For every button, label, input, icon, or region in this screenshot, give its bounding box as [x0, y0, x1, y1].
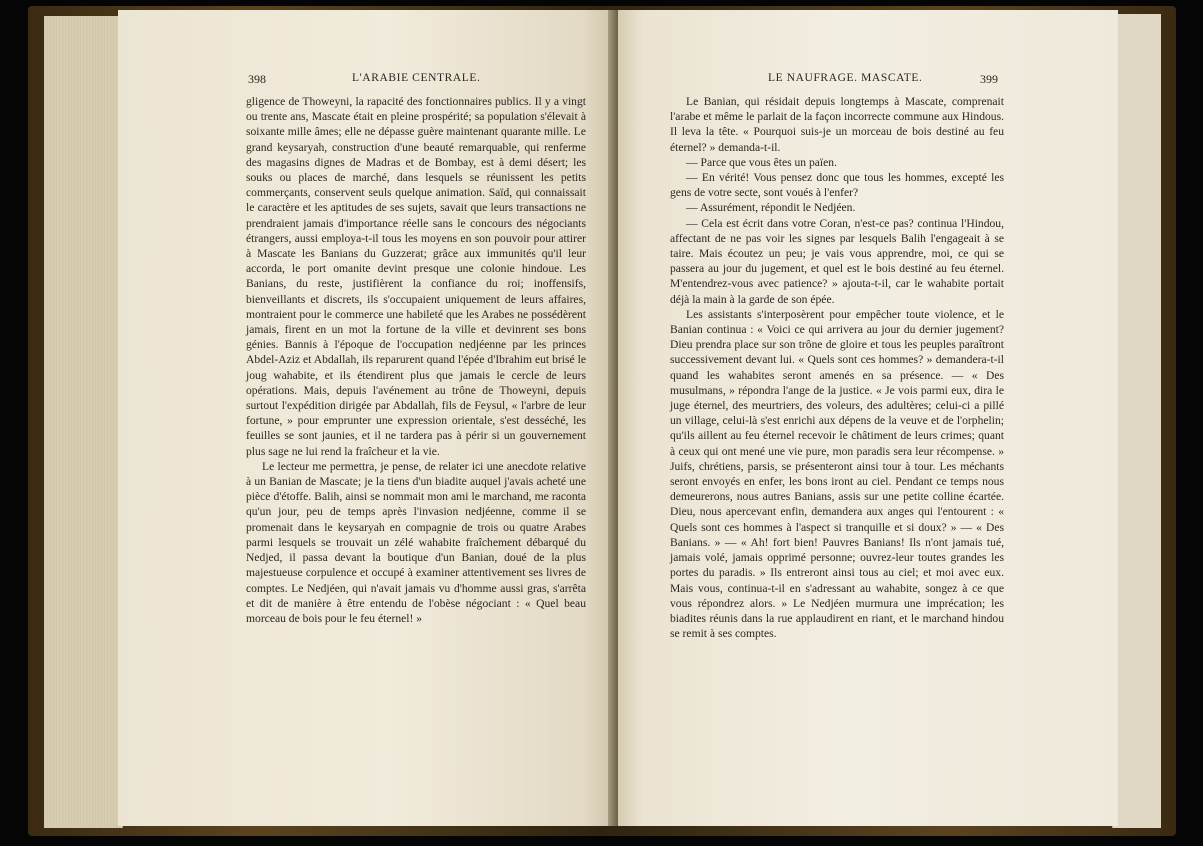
- paragraph: Le lecteur me permettra, je pense, de relater ici une anecdote relative à un Banian de Mascate; je la tiens d'un biadite auquel j'avais acheté une pièce d'étoffe. Balih, ainsi se nommait mon ami le marchand, me raconta qu'un jour, peu de temps après l'invasion nedjéenne, comme il se promenait dans le keysaryah en compagnie de trois ou quatre Arabes parmi lesquels se trouvait un zélé wahabite fraîchement débarqué du Nedjed, il passa devant la boutique d'un Banian, doué de la plus majestueuse corpulence et occupé à examiner attentivement ses livres de comptes. Le Nedjéen, qui n'avait jamais vu d'homme aussi gras, s'arrêta et dit de manière à être entendu de l'obèse négociant : « Quel beau morceau de bois pour le feu éternel! »: [246, 459, 586, 625]
- right-page-number: 399: [980, 72, 998, 86]
- left-page-text: [246, 94, 586, 626]
- left-running-head: L'ARABIE CENTRALE.: [352, 72, 481, 84]
- paragraph: Le Banian, qui résidait depuis longtemps à Mascate, comprenait l'arabe et même le parlait de la façon incorrecte commune aux Hindous. Il leva la tête. « Pourquoi suis-je un morceau de bois destiné au feu éternel? » demanda-t-il.: [670, 95, 1004, 154]
- page-edges-left: [44, 16, 123, 828]
- paragraph: — Cela est écrit dans votre Coran, n'est-ce pas? continua l'Hindou, affectant de ne pas voir les signes par lesquels Balih l'engageait à se taire. Mais écoutez un peu; je vais vous apprendre, moi, ce qui se passera au jour du jugement, et quel est le bois destiné au feu éternel. M'entendrez-vous avec patience? » ajouta-t-il, car le wahabite portait déjà la main à la garde de son épée.: [670, 216, 1004, 306]
- right-page-text: [670, 94, 1004, 641]
- right-running-head: LE NAUFRAGE. MASCATE.: [768, 72, 923, 84]
- left-page-number: 398: [248, 72, 266, 86]
- paragraph: — Parce que vous êtes un païen.: [686, 155, 837, 169]
- page-edges-right: [1112, 14, 1161, 828]
- paragraph: Les assistants s'interposèrent pour empêcher toute violence, et le Banian continua : « Voici ce qui arrivera au jour du dernier jugement? Dieu prendra place sur son trône de gloire et tous les peuples paraîtront successivement devant lui. « Quels sont ces hommes? » demandera-t-il quand les wahabites seront amenés en sa présence. — « Des musulmans, » répondra l'ange de la justice. « Je vois parmi eux, dira le juge éternel, des meurtriers, des voleurs, des adultères; celui-ci a pillé un village, celui-là s'est enrichi aux dépens de la veuve et de l'orphelin; qu'ils aillent au feu éternel recevoir le châtiment de leurs crimes; quant à ceux qui ont mené une vie pure, mon paradis sera leur récompense. » Juifs, chrétiens, parsis, se présenteront ainsi tour à tour. Les méchants seront envoyés en enfer, les bons iront au ciel. Pendant ce temps nous demeurerons, nous autres Banians, assis sur une petite colline écartée. Dieu, nous apercevant enfin, demandera aux anges qui l'entourent : « Quels sont ces hommes à l'aspect si tranquille et si doux? » — « Des Banians. » — « Ah! fort bien! Pauvres Banians! Ils n'ont jamais tué, jamais volé, jamais opprimé personne; ouvrez-leur toutes grandes les portes du paradis. » Ils entreront ainsi tous au ciel; et moi avec eux. Mais vous, continua-t-il en s'adressant au wahabite, songez à ce que vous répondrez alors. » Le Nedjéen murmura une imprécation; les biadites réunis dans la rue applaudirent en riant, et le marchand hindou se remit à ses comptes.: [670, 307, 1004, 641]
- paragraph: — En vérité! Vous pensez donc que tous les hommes, excepté les gens de votre secte, sont voués à l'enfer?: [670, 171, 1004, 200]
- right-page: [618, 10, 1118, 826]
- paragraph: gligence de Thoweyni, la rapacité des fonctionnaires publics. Il y a vingt ou trente ans, Mascate était en pleine prospérité; sa population s'élevait à soixante mille âmes; elle ne dépasse guère maintenant quarante mille. Le grand keysaryah, construction d'une beauté remarquable, qui renferme des magasins dignes de Madras et de Bombay, est à demi désert; les souks ou places de marché, dans lesquels se réunissent les petits commerçants, conservent seuls quelque animation. Saïd, qui connaissait le caractère et les aptitudes de ses sujets, savait que leurs transactions ne prendraient jamais d'importance réelle sans le concours des négociants étrangers, aussi employa-t-il tous les moyens en son pouvoir pour attirer à Mascate les Banians du Guzzerat; grâce aux immunités qu'il leur accorda, le port omanite devint presque une colonie hindoue. Les Banians, du reste, justifièrent la confiance du roi; inoffensifs, bienveillants et discrets, ils s'occupaient uniquement de leurs affaires, montraient pour le commerce une habileté que les Arabes ne possédèrent jamais, firent en un mot la fortune de la ville et devinrent ses bons génies. Bannis à l'époque de l'occupation nedjéenne par les princes Abdel-Aziz et Abdallah, ils reparurent quand l'épée d'Ibrahim eut brisé le joug wahabite, et ils étendirent plus que jamais le cercle de leurs opérations. Mais, depuis l'avénement au trône de Thoweyni, depuis surtout l'expédition dirigée par Abdallah, fils de Feysul, « l'arbre de leur fortune, » pour emprunter une expression orientale, s'est desséché, les feuilles se sont jaunies, et il ne tardera pas à périr si un gouvernement plus sage ne lui rend la fraîcheur et la vie.: [246, 95, 586, 458]
- left-page: [118, 10, 614, 826]
- paragraph: — Assurément, répondit le Nedjéen.: [686, 201, 856, 215]
